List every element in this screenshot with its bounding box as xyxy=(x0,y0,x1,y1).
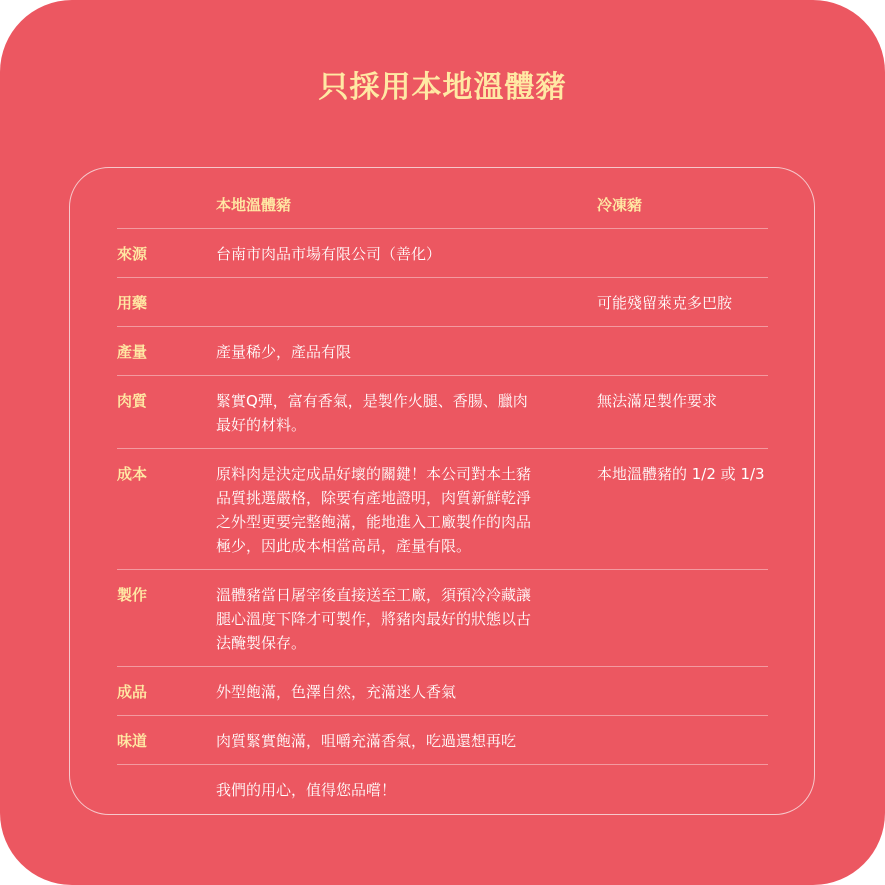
row-label: 製作 xyxy=(117,586,148,604)
frozen-cell: 可能殘留萊克多巴胺 xyxy=(597,294,733,312)
table-header-row xyxy=(117,180,768,229)
row-label: 產量 xyxy=(117,343,148,361)
row-label: 用藥 xyxy=(117,294,148,312)
local-cell: 台南市肉品市場有限公司（善化） xyxy=(216,245,442,263)
table-row-finished-product xyxy=(117,667,768,716)
frozen-cell xyxy=(597,765,768,813)
header-frozen-pork: 冷凍豬 xyxy=(597,196,643,214)
frozen-cell xyxy=(597,667,768,715)
table-row-output xyxy=(117,327,768,376)
header-local-pork: 本地溫體豬 xyxy=(216,196,292,214)
local-cell: 緊實Q彈，富有香氣，是製作火腿、香腸、臘肉最好的材料。 xyxy=(216,392,528,434)
local-cell: 外型飽滿，色澤自然，充滿迷人香氣 xyxy=(216,683,457,701)
frozen-cell: 本地溫體豬的 1/2 或 1/3 xyxy=(597,465,765,483)
table-row-closing xyxy=(117,765,768,813)
frozen-cell xyxy=(597,327,768,375)
comparison-table xyxy=(117,180,768,813)
table-row-medication xyxy=(117,278,768,327)
table-row-taste xyxy=(117,716,768,765)
closing-message: 我們的用心，值得您品嚐！ xyxy=(216,781,397,799)
row-label: 味道 xyxy=(117,732,148,750)
local-cell: 原料肉是決定成品好壞的關鍵！本公司對本土豬品質挑選嚴格，除要有產地證明，肉質新鮮乾淨之外型更要完整飽滿，能地進入工廠製作的肉品極少，因此成本相當高昂，產量有限。 xyxy=(216,465,532,555)
page-title: 只採用本地溫體豬 xyxy=(318,70,567,105)
row-label xyxy=(117,765,216,813)
row-label: 來源 xyxy=(117,245,148,263)
table-row-source xyxy=(117,229,768,278)
frozen-cell xyxy=(597,716,768,764)
header-label-cell xyxy=(117,180,216,228)
frozen-cell xyxy=(597,229,768,277)
table-row-cost xyxy=(117,449,768,570)
frozen-cell: 無法滿足製作要求 xyxy=(597,392,718,410)
local-cell xyxy=(216,278,597,326)
comparison-card xyxy=(69,167,815,815)
local-cell: 產量稀少，產品有限 xyxy=(216,343,352,361)
local-cell: 肉質緊實飽滿，咀嚼充滿香氣，吃過還想再吃 xyxy=(216,732,517,750)
row-label: 成本 xyxy=(117,465,148,483)
local-cell: 溫體豬當日屠宰後直接送至工廠，須預冷冷藏讓腿心溫度下降才可製作，將豬肉最好的狀態以古法醃製保存。 xyxy=(216,586,532,652)
frozen-cell xyxy=(597,570,768,666)
row-label: 成品 xyxy=(117,683,148,701)
table-row-production xyxy=(117,570,768,667)
row-label: 肉質 xyxy=(117,392,148,410)
table-row-meat-quality xyxy=(117,376,768,449)
